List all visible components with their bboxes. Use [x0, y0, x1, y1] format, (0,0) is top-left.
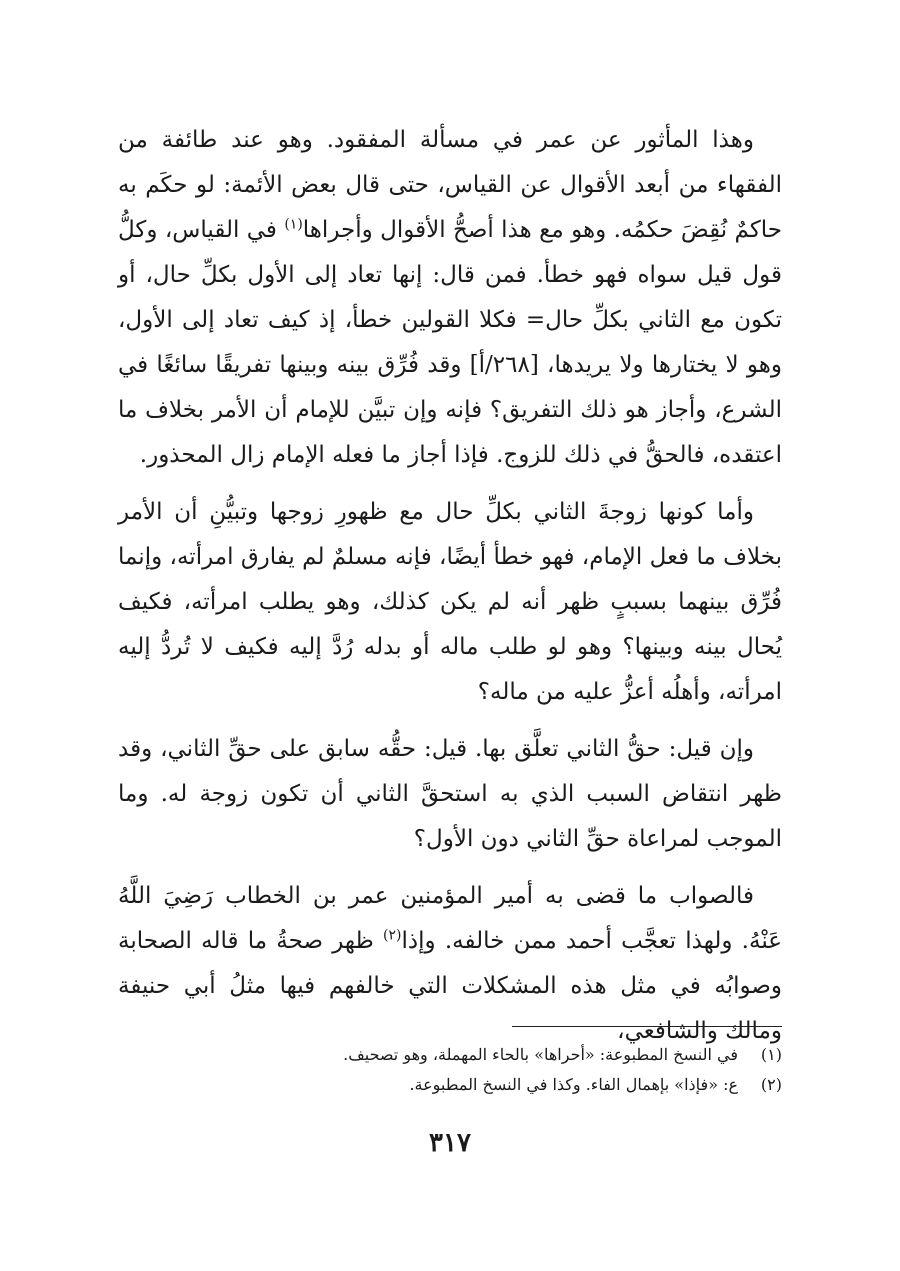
footnote-1: [118, 1040, 782, 1070]
footnote-2: [118, 1070, 782, 1100]
footnote-text: في النسخ المطبوعة: «أحراها» بالحاء المهملة، وهو تصحيف.: [343, 1045, 738, 1064]
main-text: [118, 118, 782, 1054]
paragraph-text: في القياس، وكلُّ قول قيل سواه فهو خطأ. فمن قال: إنها تعاد إلى الأول بكلِّ حال، أو تكون مع الثاني بكلِّ حال= فكلا القولين خطأ، إذ كيف تعاد إلى الأول، وهو لا يختارها ولا يريدها، [٢٦٨/أ] وقد فُرِّق بينه وبينها تفريقًا سائغًا في الشرع، وأجاز هو ذلك التفريق؟ فإنه وإن تبيَّن للإمام أن الأمر بخلاف ما اعتقده، فالحقُّ في ذلك للزوج. فإذا أجاز ما فعله الإمام زال المحذور.: [118, 217, 782, 468]
footnote-separator: [512, 1026, 782, 1027]
footnote-number: (١): [760, 1045, 782, 1064]
paragraph-text: وهذا المأثور عن عمر في مسألة المفقود. وهو عند طائفة من الفقهاء من أبعد الأقوال عن القياس، حتى قال بعض الأئمة: لو حكَم به حاكمٌ نُقِضَ حكمُه. وهو مع هذا أصحُّ الأقوال وأجراها: [118, 127, 782, 243]
paragraph-text: ظهر صحةُ ما قاله الصحابة وصوابُه في مثل هذه المشكلات التي خالفهم فيها مثلُ أبي حنيفة ومالك والشافعي،: [118, 928, 782, 1044]
paragraph-text: فالصواب ما قضى به أمير المؤمنين عمر بن الخطاب رَضِيَ اللَّهُ عَنْهُ. ولهذا تعجَّب أحمد ممن خالفه. وإذا: [118, 883, 782, 954]
book-page: [118, 118, 782, 1218]
page-number: ٣١٧: [429, 1128, 471, 1158]
footnotes: [118, 1040, 782, 1100]
paragraph-4: [118, 874, 782, 1054]
paragraph-2: [118, 490, 782, 715]
paragraph-text: وإن قيل: حقُّ الثاني تعلَّق بها. قيل: حقُّه سابق على حقِّ الثاني، وقد ظهر انتقاض السبب الذي به استحقَّ الثاني أن تكون زوجة له. وما الموجب لمراعاة حقِّ الثاني دون الأول؟: [118, 736, 782, 852]
footnote-reference-1: (١): [284, 216, 303, 233]
footnote-number: (٢): [760, 1075, 782, 1094]
paragraph-3: [118, 727, 782, 862]
footnote-text: ع: «فإذا» بإهمال الفاء. وكذا في النسخ المطبوعة.: [409, 1075, 738, 1094]
paragraph-1: [118, 118, 782, 478]
footnote-reference-2: (٢): [383, 927, 402, 944]
paragraph-text: وأما كونها زوجةَ الثاني بكلِّ حال مع ظهورِ زوجها وتبيُّنِ أن الأمر بخلاف ما فعل الإمام، فهو خطأ أيضًا، فإنه مسلمٌ لم يفارق امرأته، وإنما فُرِّق بينهما بسببٍ ظهر أنه لم يكن كذلك، وهو يطلب امرأته، فكيف يُحال بينه وبينها؟ وهو لو طلب ماله أو بدله رُدَّ إليه فكيف لا تُردُّ إليه امرأته، وأهلُه أعزُّ عليه من ماله؟: [118, 499, 782, 705]
